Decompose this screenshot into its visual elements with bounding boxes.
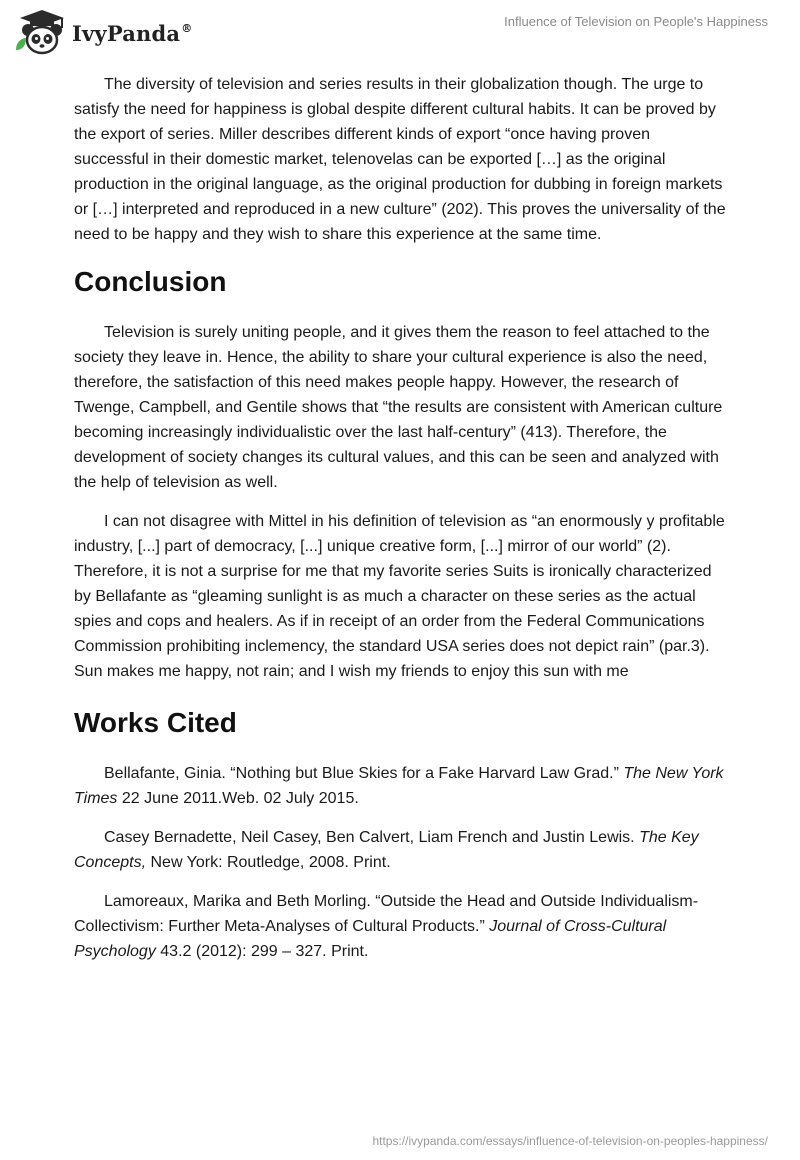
essay-content — [74, 72, 728, 978]
citation-entry: Lamoreaux, Marika and Beth Morling. “Outside the Head and Outside Individualism-Collectivism: Further Meta-Analyses of Cultural Products.” Journal of Cross-Cultural Psychology 43.2 (2012): 299 – 327. Print. — [74, 893, 699, 960]
works-cited-heading: Works Cited — [74, 707, 237, 738]
source-url[interactable]: https://ivypanda.com/essays/influence-of-television-on-peoples-happiness/ — [372, 1134, 768, 1148]
citation-entry: Casey Bernadette, Neil Casey, Ben Calvert, Liam French and Justin Lewis. The Key Concepts, New York: Routledge, 2008. Print. — [74, 829, 699, 871]
document-title: Influence of Television on People's Happiness — [504, 14, 768, 29]
page-header — [0, 0, 800, 62]
conclusion-heading: Conclusion — [74, 266, 227, 297]
panda-graduate-icon — [12, 8, 68, 56]
ivypanda-logo[interactable] — [12, 8, 192, 56]
brand-name: IvyPanda® — [72, 20, 193, 46]
citation-entry: Bellafante, Ginia. “Nothing but Blue Skies for a Fake Harvard Law Grad.” The New York Times 22 June 2011.Web. 02 July 2015. — [74, 765, 724, 807]
body-paragraph: The diversity of television and series results in their globalization though. The urge to satisfy the need for happiness is global despite different cultural habits. It can be proved by the export of series. Miller describes different kinds of export “once having proven successful in their domestic market, telenovelas can be exported […] as the original production in the original language, as the original production for dubbing in foreign markets or […] interpreted and reproduced in a new culture” (202). This proves the universality of the need to be happy and they wish to share this experience at the same time. — [74, 76, 726, 243]
body-paragraph: I can not disagree with Mittel in his definition of television as “an enormously y profitable industry, [...] part of democracy, [...] unique creative form, [...] mirror of our world” (2). Therefore, it is not a surprise for me that my favorite series Suits is ironically characterized by Bellafante as “gleaming sunlight is as much a character on these series as the actual spies and cops and healers. As if in receipt of an order from the Federal Communications Commission prohibiting inclemency, the standard USA series does not depict rain” (par.3). Sun makes me happy, not rain; and I wish my friends to enjoy this sun with me — [74, 513, 725, 680]
body-paragraph: Television is surely uniting people, and it gives them the reason to feel attached to the society they leave in. Hence, the ability to share your cultural experience is also the need, therefore, the satisfaction of this need makes people happy. However, the research of Twenge, Campbell, and Gentile shows that “the results are consistent with American culture becoming increasingly individualistic over the last half-century” (413). Therefore, the development of society changes its cultural values, and this can be seen and analyzed with the help of television as well. — [74, 324, 723, 491]
